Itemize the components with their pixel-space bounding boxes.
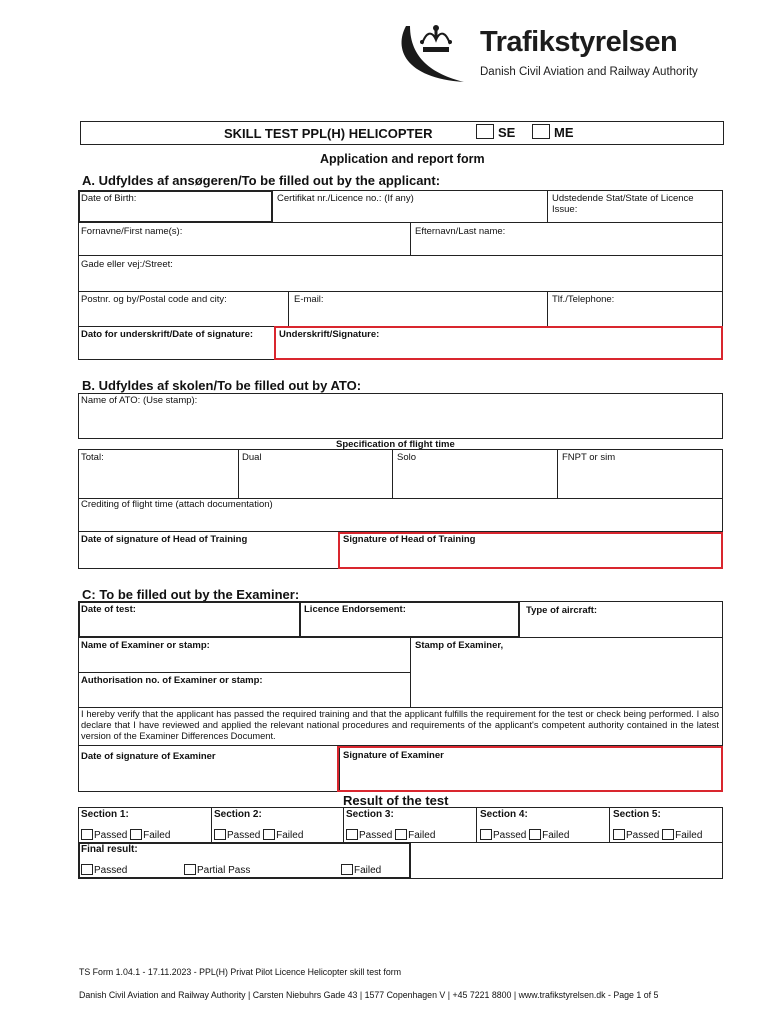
sig-examiner-label: Signature of Examiner <box>343 750 444 761</box>
final-partial-option[interactable]: Partial Pass <box>184 864 250 876</box>
section-4-passed-checkbox[interactable] <box>480 829 492 840</box>
dual-label: Dual <box>242 452 262 463</box>
section-2-passed-checkbox[interactable] <box>214 829 226 840</box>
footer-form-id: TS Form 1.04.1 - 17.11.2023 - PPL(H) Privat Pilot Licence Helicopter skill test form <box>79 967 402 977</box>
logo-name: Trafikstyrelsen <box>480 26 678 58</box>
issuing-state-label: Udstedende Stat/State of Licence Issue: <box>552 193 694 215</box>
street-label: Gade eller vej:/Street: <box>81 259 173 270</box>
crown-logo-icon <box>392 18 477 88</box>
section-3-passed-checkbox[interactable] <box>346 829 358 840</box>
first-name-label: Fornavne/First name(s): <box>81 226 183 237</box>
declaration-text: I hereby verify that the applicant has passed the required training and that the applicant fulfills the requirement for the test or check being performed. I also declare that I have reviewed and applied the relevant national procedures and requirements of the applicant's competent authority contained in the latest version of the Examiner Differences Document. <box>81 709 719 741</box>
section-4-label: Section 4: <box>480 809 528 820</box>
fnpt-label: FNPT or sim <box>562 452 616 463</box>
email-label: E-mail: <box>294 294 324 305</box>
section-1-options: Passed Failed <box>81 829 170 841</box>
footer-address: Danish Civil Aviation and Railway Authority | Carsten Niebuhrs Gade 43 | 1577 Copenhagen V | +45 7221 8800 | www.trafikstyrelsen.dk - Page 1 of 5 <box>79 990 659 1000</box>
section-1-passed-checkbox[interactable] <box>81 829 93 840</box>
ato-name-label: Name of ATO: (Use stamp): <box>81 395 198 406</box>
section-4-options: Passed Failed <box>480 829 569 841</box>
solo-label: Solo <box>397 452 417 463</box>
section-4-failed-checkbox[interactable] <box>529 829 541 840</box>
street-field[interactable] <box>78 255 723 292</box>
section-5-passed-checkbox[interactable] <box>613 829 625 840</box>
section-1-label: Section 1: <box>81 809 129 820</box>
postal-label: Postnr. og by/Postal code and city: <box>81 294 227 305</box>
section-2-label: Section 2: <box>214 809 262 820</box>
authorisation-label: Authorisation no. of Examiner or stamp: <box>81 675 263 686</box>
date-sig-examiner-label: Date of signature of Examiner <box>81 751 216 762</box>
final-passed-checkbox[interactable] <box>81 864 93 875</box>
aircraft-type-label: Type of aircraft: <box>526 605 598 616</box>
section-1-failed-checkbox[interactable] <box>130 829 142 840</box>
crediting-label: Crediting of flight time (attach documentation) <box>81 499 273 510</box>
form-title: SKILL TEST PPL(H) HELICOPTER <box>224 126 433 141</box>
spec-flight-time-title: Specification of flight time <box>336 439 455 450</box>
examiner-name-label: Name of Examiner or stamp: <box>81 640 210 651</box>
final-failed-checkbox[interactable] <box>341 864 353 875</box>
result-title: Result of the test <box>343 793 449 808</box>
total-label: Total: <box>81 452 104 463</box>
section-a-heading: A. Udfyldes af ansøgeren/To be filled out by the applicant: <box>82 173 441 188</box>
section-2-options: Passed Failed <box>214 829 303 841</box>
section-5-label: Section 5: <box>613 809 661 820</box>
section-b-heading: B. Udfyldes af skolen/To be filled out by ATO: <box>82 378 362 393</box>
last-name-label: Efternavn/Last name: <box>415 226 506 237</box>
date-of-test-label: Date of test: <box>81 604 136 615</box>
section-5-failed-checkbox[interactable] <box>662 829 674 840</box>
date-of-signature-label: Dato for underskrift/Date of signature: <box>81 329 254 340</box>
solo-field[interactable] <box>392 449 558 499</box>
certificate-label: Certifikat nr./Licence no.: (If any) <box>277 193 414 204</box>
form-subtitle: Application and report form <box>320 152 485 166</box>
final-result-label: Final result: <box>81 844 138 855</box>
date-of-birth-label: Date of Birth: <box>81 193 137 204</box>
logo <box>392 18 737 88</box>
licence-endorsement-label: Licence Endorsement: <box>304 604 406 615</box>
examiner-stamp-label: Stamp of Examiner, <box>415 640 504 651</box>
section-3-failed-checkbox[interactable] <box>395 829 407 840</box>
section-3-label: Section 3: <box>346 809 394 820</box>
telephone-label: Tlf./Telephone: <box>552 294 615 305</box>
section-2-failed-checkbox[interactable] <box>263 829 275 840</box>
logo-subtitle: Danish Civil Aviation and Railway Authority <box>480 66 698 78</box>
sig-hot-label: Signature of Head of Training <box>343 534 476 545</box>
date-sig-hot-label: Date of signature of Head of Training <box>81 534 248 545</box>
email-field[interactable] <box>288 291 548 327</box>
section-3-options: Passed Failed <box>346 829 435 841</box>
me-option[interactable]: ME <box>528 124 574 140</box>
signature-label: Underskrift/Signature: <box>279 329 380 340</box>
final-passed-option[interactable]: Passed <box>81 864 127 876</box>
final-failed-option[interactable]: Failed <box>341 864 381 876</box>
final-partial-checkbox[interactable] <box>184 864 196 875</box>
section-5-options: Passed Failed <box>613 829 702 841</box>
me-checkbox[interactable] <box>532 124 550 139</box>
se-option[interactable]: SE <box>472 124 515 140</box>
section-c-heading: C: To be filled out by the Examiner: <box>82 587 300 602</box>
se-checkbox[interactable] <box>476 124 494 139</box>
